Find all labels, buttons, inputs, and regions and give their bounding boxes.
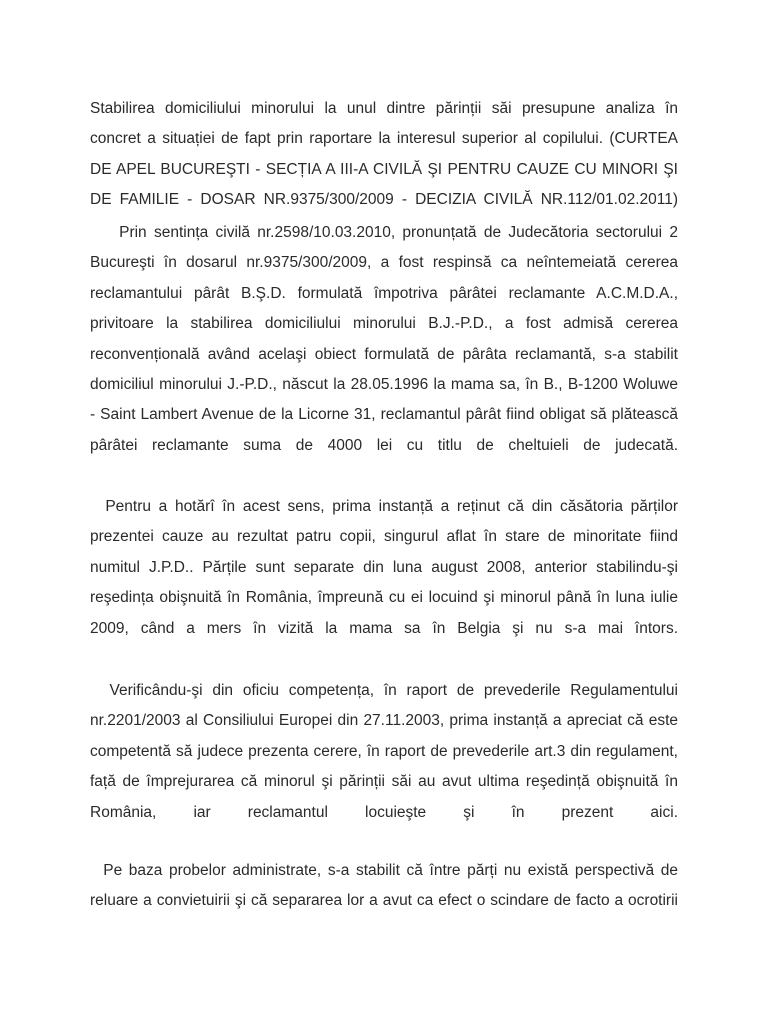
text-line: - Saint Lambert Avenue de la Licorne 31, reclamantul pârât fiind obligat să plătească xyxy=(90,406,678,424)
paragraph-jurisdiction xyxy=(90,676,678,828)
text-line: numitul J.P.D.. Părțile sunt separate din luna august 2008, anterior stabilindu-şi xyxy=(90,558,678,576)
text-line: față de împrejurarea că minorul şi părinții săi au avut ultima reşedință obişnuită în xyxy=(90,773,678,791)
paragraph-decision-summary xyxy=(90,94,678,216)
text-line: domiciliul minorului J.-P.D., născut la 28.05.1996 la mama sa, în B., B-1200 Woluwe xyxy=(90,375,678,393)
text-line: prezentei cauze au rezultat patru copii, singurul aflat în stare de minoritate fiind xyxy=(90,528,678,546)
text-line: reconvențională având acelaşi obiect formulată de pârâta reclamantă, s-a stabilit xyxy=(90,345,678,363)
paragraph-court-reasoning xyxy=(90,492,678,644)
text-line: 2009, când a mers în vizită la mama sa în Belgia şi nu s-a mai întors. xyxy=(90,619,678,637)
text-line: reluare a convietuirii şi că separarea lor a avut ca efect o scindare de facto a ocrotirii xyxy=(90,892,678,910)
text-line: DE FAMILIE - DOSAR NR.9375/300/2009 - DECIZIA CIVILĂ NR.112/01.02.2011) xyxy=(90,191,678,209)
text-line: Stabilirea domiciliului minorului la unul dintre părinții săi presupune analiza în xyxy=(90,100,678,117)
text-line: Bucureşti în dosarul nr.9375/300/2009, a fost respinsă ca neîntemeiată cererea xyxy=(90,254,678,272)
text-line: Verificându-şi din oficiu competența, în raport de prevederile Regulamentului xyxy=(90,682,678,699)
text-line: Prin sentința civilă nr.2598/10.03.2010, pronunțată de Judecătoria sectorului 2 xyxy=(90,224,678,241)
text-line: privitoare la stabilirea domiciliului minorului B.J.-P.D., a fost admisă cererea xyxy=(90,315,678,333)
text-line: Pentru a hotărî în acest sens, prima instanță a reținut că din căsătoria părților xyxy=(90,498,678,515)
paragraph-first-instance-ruling xyxy=(90,218,678,461)
text-line: Pe baza probelor administrate, s-a stabilit că între părți nu există perspectivă de xyxy=(90,862,678,879)
text-line: competentă să judece prezenta cerere, în raport de prevederile art.3 din regulament, xyxy=(90,742,678,760)
paragraph-evidence xyxy=(90,856,678,917)
text-line: reclamantului pârât B.Ş.D. formulată împotriva pârâtei reclamante A.C.M.D.A., xyxy=(90,284,678,302)
text-line: România, iar reclamantul locuieşte şi în prezent aici. xyxy=(90,803,678,821)
text-line: DE APEL BUCUREŞTI - SECȚIA A III-A CIVILĂ ŞI PENTRU CAUZE CU MINORI ŞI xyxy=(90,160,678,178)
text-line: nr.2201/2003 al Consiliului Europei din 27.11.2003, prima instanță a apreciat că este xyxy=(90,712,678,730)
text-line: pârâtei reclamante suma de 4000 lei cu titlu de cheltuieli de judecată. xyxy=(90,436,678,454)
text-line: concret a situației de fapt prin raportare la interesul superior al copilului. (CURTEA xyxy=(90,130,678,148)
text-line: reşedința obişnuită în România, împreună cu ei locuind şi minorul până în luna iulie xyxy=(90,589,678,607)
